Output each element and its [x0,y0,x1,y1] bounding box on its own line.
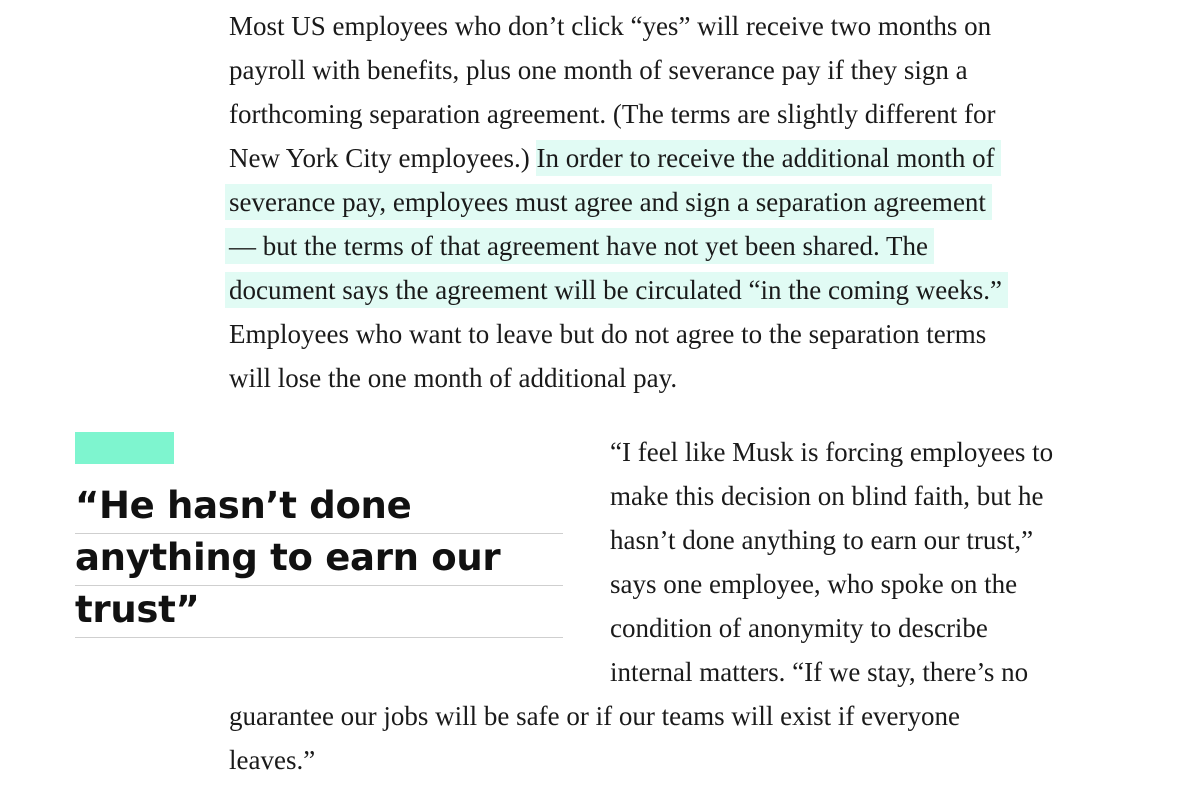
paragraph-text: New York City employees.) [229,143,537,173]
paragraph-line-highlighted [229,268,1169,312]
paragraph-line: says one employee, who spoke on the [610,569,1018,599]
paragraph-line-highlighted [229,224,1169,268]
paragraph-line: leaves.” [229,745,316,775]
pull-quote-line: trust” [75,586,563,638]
paragraph-line: Employees who want to leave but do not agree to the separation terms [229,319,987,349]
pull-quote-accent-bar [75,432,174,464]
paragraph-line [229,136,1169,180]
pull-quote-text [75,482,563,638]
highlighted-text: In order to receive the additional month of [536,140,1000,176]
highlighted-text: severance pay, employees must agree and sign a separation agreement [225,184,992,220]
paragraph-line: will lose the one month of additional pay. [229,363,678,393]
paragraph-line: guarantee our jobs will be safe or if our teams will exist if everyone [229,701,961,731]
highlighted-text: document says the agreement will be circulated “in the coming weeks.” [225,272,1008,308]
paragraph-line: payroll with benefits, plus one month of severance pay if they sign a [229,55,968,85]
paragraph-line: forthcoming separation agreement. (The terms are slightly different for [229,99,996,129]
paragraph-line: condition of anonymity to describe [610,613,988,643]
pull-quote-line: “He hasn’t done [75,482,563,534]
highlighted-text: — but the terms of that agreement have not yet been shared. The [225,228,934,264]
paragraph-line: Most US employees who don’t click “yes” will receive two months on [229,11,992,41]
paragraph-line: make this decision on blind faith, but he [610,481,1044,511]
paragraph-line: internal matters. “If we stay, there’s no [610,657,1029,687]
article-paragraph-quote [610,430,1170,694]
paragraph-line: hasn’t done anything to earn our trust,” [610,525,1034,555]
pull-quote-line: anything to earn our [75,534,563,586]
pull-quote [75,432,563,638]
paragraph-line: “I feel like Musk is forcing employees to [610,437,1054,467]
article-paragraph-severance [229,4,1169,400]
paragraph-line-highlighted [229,180,1169,224]
article-paragraph-quote-continued [229,694,1169,782]
